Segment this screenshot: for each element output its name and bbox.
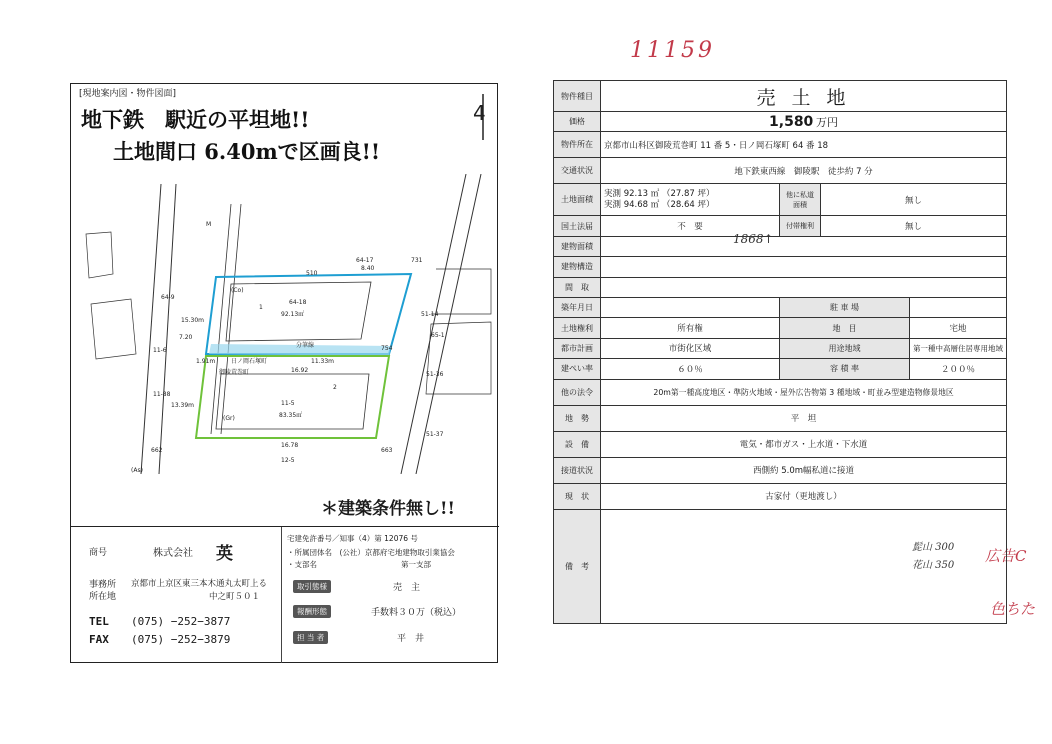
terrain-label: 地 勢 [554,405,601,431]
other-law-value: 20m第一種高度地区・準防火地域・屋外広告物第 3 種地域・町並み型建造物修景地区 [601,379,1007,405]
row-plan [554,338,1007,358]
row-terrain [554,405,1007,431]
compass-glyph: 4 [473,101,486,125]
handwritten-number: 11159 [630,38,715,63]
bldg-struct-label: 建物構造 [554,257,601,277]
row-remarks [554,509,1007,623]
parcel-51-14: 51-14 [421,311,439,318]
burden-label: 付帯権利 [780,216,821,236]
company-footer [71,526,499,665]
shogo-label: 商号 [89,548,108,558]
handwritten-red-note-1: 広告C [985,547,1027,565]
row-type [554,81,1007,112]
plan-value: 市街化区域 [601,338,780,358]
land-area-label: 土地面積 [554,184,601,216]
lot-1-label: 1 [259,304,263,311]
row-location [554,132,1007,158]
license-number: 宅建免許番号／知事（4）第 12076 号 [287,534,418,543]
branch-label: ・支部名 [287,560,317,569]
location-label: 物件所在 [554,132,601,158]
bldg-struct-value [601,257,1007,277]
location-value: 京都市山科区御陵荒巻町 11 番 5・日ノ岡石塚町 64 番 18 [601,132,1007,158]
right-value: 所有権 [601,318,780,338]
torihiki-value: 売 主 [393,583,421,593]
town-label-2: 御陵荒巻町 [219,369,250,376]
office-label-1: 事務所 [89,580,117,590]
handwritten-red-note-2: 色ちた [990,600,1036,618]
notify-value: 不 要 [601,216,780,236]
road-label: 接道状況 [554,457,601,483]
row-bldg-area [554,236,1007,256]
dim-13-39: 13.39m [171,402,195,409]
surface-co-label: (Co) [231,287,244,294]
row-right [554,318,1007,338]
layout-value [601,277,1007,297]
point-754: 754 [381,345,393,352]
private-road-label: 他に私道面積 [780,184,821,216]
row-built [554,297,1007,317]
row-bldg-struct [554,257,1007,277]
row-status [554,483,1007,509]
tanto-value: 平 井 [397,634,425,644]
building-condition-notice: ＊建築条件無し!! [321,499,455,519]
land-area-cell [601,184,780,216]
point-662: 662 [151,447,163,454]
landcat-value: 宅地 [910,318,1007,338]
lot-1-area: 92.13㎡ [281,311,305,318]
site-map [71,174,499,474]
burden-value: 無し [821,216,1007,236]
status-value: 古家付（更地渡し） [601,483,1007,509]
parking-value [910,297,1007,317]
slogan-line-1: 地下鉄 駅近の平坦地!! [81,107,310,132]
property-map-panel [70,83,498,663]
dim-510: 510 [306,270,318,277]
layout-label: 間 取 [554,277,601,297]
coverage-label: 建ぺい率 [554,359,601,379]
remarks-value [601,509,1007,623]
handwritten-side-note-1: 髭山 300 [912,542,955,553]
other-law-label: 他の法令 [554,379,601,405]
panel-header: [現地案内図・物件図面] [79,89,177,99]
type-label: 物件種目 [554,81,601,112]
boundary-line-label: 分筆線 [296,342,315,349]
dim-15-30: 15.30m [181,317,205,324]
parcel-12-5: 12-5 [281,457,295,464]
lot-2-label: 2 [333,384,337,391]
dim-16-92: 16.92 [291,367,309,374]
landcat-label: 地 目 [780,318,910,338]
association-name: ・所属団体名 (公社）京都府宅地建物取引業協会 [287,548,455,557]
price-value: 1,580 [769,113,814,130]
row-transport [554,158,1007,184]
land-area-2: 実測 94.68 ㎡ （28.64 坪） [604,199,715,210]
row-layout [554,277,1007,297]
status-label: 現 状 [554,483,601,509]
parking-label: 駐 車 場 [780,297,910,317]
row-other-law [554,379,1007,405]
slogan-line-2: 土地間口 6.40mで区画良!! [113,139,381,164]
price-cell [601,112,1007,132]
fax-number: (075) −252−3879 [131,633,231,646]
price-label: 価格 [554,112,601,132]
row-coverage [554,359,1007,379]
dim-1-91: 1.91m [196,358,216,365]
town-label-1: 日ノ岡石塚町 [231,358,268,365]
company-name: 株式会社 [153,548,193,559]
notify-label: 国土法届 [554,216,601,236]
tel-number: (075) −252−3877 [131,615,231,628]
tel-label: TEL [89,615,109,628]
coverage-value: ６０％ [601,359,780,379]
private-road-value: 無し [821,184,1007,216]
plan-label: 都市計画 [554,338,601,358]
point-663: 663 [381,447,393,454]
right-label: 土地権利 [554,318,601,338]
parcel-51-36: 51-36 [426,371,444,378]
row-road [554,457,1007,483]
type-value: 売 土 地 [601,81,1007,112]
transport-label: 交通状況 [554,158,601,184]
land-area-1: 実測 92.13 ㎡ （27.87 坪） [604,188,715,199]
lot-2-area: 83.35㎡ [279,412,303,419]
north-arrow-icon [471,94,495,140]
hoshu-label: 報酬形態 [293,605,331,618]
lot-2-number: 11-5 [281,400,295,407]
handwritten-side-note-2: 花山 350 [912,560,955,571]
dim-16-78: 16.78 [281,442,299,449]
facility-value: 電気・都市ガス・上水道・下水道 [601,431,1007,457]
bldg-area-label: 建物面積 [554,236,601,256]
branch-name: 第一支部 [401,560,431,569]
point-731: 731 [411,257,423,264]
surface-gr-label: (Gr) [223,415,235,422]
far-value: ２００％ [910,359,1007,379]
row-notify [554,216,1007,236]
fax-label: FAX [89,633,109,646]
parcel-51-37: 51-37 [426,431,444,438]
property-detail-table [553,80,1007,624]
parcel-64-9: 64-9 [161,294,175,301]
dim-7-20: 7.20 [179,334,193,341]
lot-1-number: 64-18 [289,299,307,306]
price-unit: 万円 [816,115,839,129]
torihiki-label: 取引態様 [293,580,331,593]
tanto-label: 担 当 者 [293,631,328,644]
company-mark: 英 [216,544,233,564]
row-facility [554,431,1007,457]
zone-value: 第一種中高層住居専用地域 [910,338,1007,358]
transport-value: 地下鉄東西線 御陵駅 徒歩約 7 分 [601,158,1007,184]
far-label: 容 積 率 [780,359,910,379]
handwritten-note-1868: 1868↑ [733,232,774,246]
parcel-65-1: 65-1 [431,332,445,339]
parcel-64-17: 64-17 [356,257,374,264]
office-address-2: 中之町５０１ [209,592,261,602]
parcel-11-6: 11-6 [153,347,167,354]
built-value [601,297,780,317]
parcel-11-88: 11-88 [153,391,171,398]
office-address-1: 京都市上京区東三本木通丸太町上る [131,579,268,589]
remarks-label: 備 考 [554,509,601,623]
zone-label: 用途地域 [780,338,910,358]
office-label-2: 所在地 [89,592,117,602]
surface-as-label: (As) [131,467,143,474]
hoshu-value: 手数料３０万（税込） [371,608,462,618]
row-land-area [554,184,1007,216]
facility-label: 設 備 [554,431,601,457]
dim-8-40: 8.40 [361,265,375,272]
row-price [554,112,1007,132]
bldg-area-value [601,236,1007,256]
map-m-label: M [206,221,212,228]
road-value: 西側約 5.0m幅私道に接道 [601,457,1007,483]
built-label: 築年月日 [554,297,601,317]
dim-11-33: 11.33m [311,358,335,365]
terrain-value: 平 坦 [601,405,1007,431]
